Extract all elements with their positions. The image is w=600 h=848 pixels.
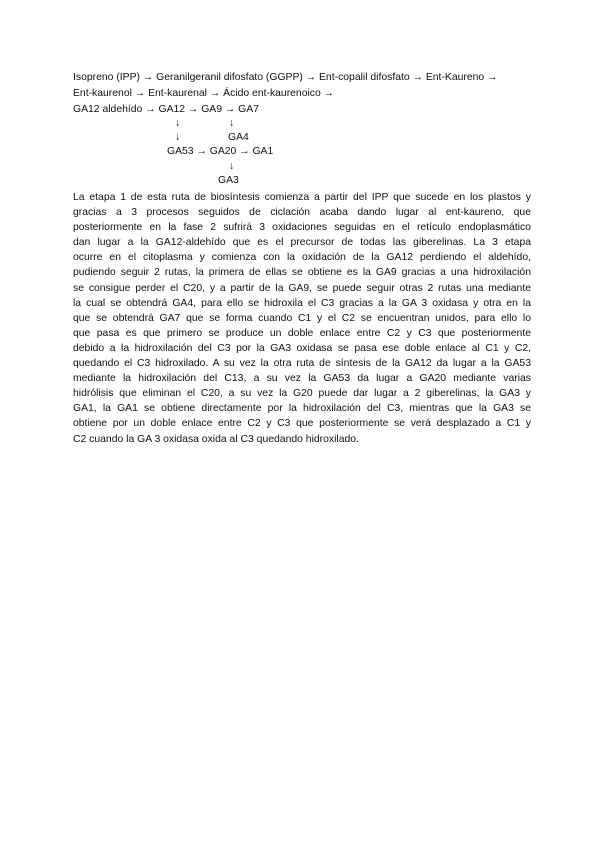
biosynthesis-scheme	[73, 70, 543, 186]
paragraph-line: ocurre en el citoplasma y comienza con la oxidación de la GA12 perdiendo el aldehído,	[73, 252, 531, 264]
paragraph-line: quedando el C3 hidroxilado. A su vez la otra ruta de síntesis de la GA12 da lugar a la GA53	[73, 358, 531, 370]
scheme-line-3: GA12 aldehído → GA12 → GA9 → GA7	[73, 104, 259, 115]
branch-diagram	[73, 118, 543, 192]
body-paragraph	[73, 190, 531, 447]
paragraph-line: mediante la hidroxilación del C13, a su vez la GA53 da lugar a GA20 mediante varias	[73, 373, 531, 385]
paragraph-line: C2 cuando la GA 3 oxidasa oxida al C3 quedando hidroxilado.	[73, 433, 359, 445]
paragraph-line: que se obtendrá GA7 que se forma cuando C1 y el C2 se encuentran unidos, para ello lo	[73, 312, 531, 324]
paragraph-line: debido a la hidroxilación del C3 por la GA3 oxidasa se pasa ese doble enlace al C1 y C2,	[73, 342, 531, 354]
paragraph-line: dan lugar a la GA12-aldehído que es el precursor de todas las giberelinas. La 3 etapa	[73, 237, 531, 249]
label-ga4: GA4	[228, 132, 249, 143]
label-ga3: GA3	[218, 175, 239, 186]
scheme-line-ga53: GA53 → GA20 → GA1	[167, 146, 274, 157]
paragraph-line: pudiendo seguir 2 rutas, la primera de ellas se obtiene es la GA9 gracias a una hidroxilación	[73, 267, 531, 279]
paragraph-line: hidrólisis que eliminan el C20, a su vez la G20 puede dar lugar a 2 giberelinas, la GA3 y	[73, 388, 531, 400]
paragraph-line: la cual se obtendrá GA4, para ello se hidroxila el C3 gracias a la GA 3 oxidasa y otra en la	[73, 297, 531, 309]
arrow-down-ga9: ↓	[229, 118, 235, 129]
paragraph-line: que pasa es que primero se produce un doble enlace entre C2 y C3 que posteriormente	[73, 327, 531, 339]
scheme-line-1: Isopreno (IPP) → Geranilgeranil difosfato (GGPP) → Ent-copalil difosfato → Ent-Kaureno →	[73, 72, 498, 83]
paragraph-line: posteriormente en la fase 2 sufrirá 3 oxidaciones seguidas en el retículo endoplasmático	[73, 222, 531, 234]
paragraph-line: La etapa 1 de esta ruta de biosíntesis comienza a partir del IPP que sucede en los plastos y	[73, 192, 531, 203]
paragraph-line: GA1, la GA1 se obtiene directamente por la hidroxilación del C3, mientras que la GA3 se	[73, 403, 531, 415]
paragraph-line: se consigue perder el C20, y a partir de la GA9, se puede seguir otras 2 rutas una mediante	[73, 282, 531, 294]
arrow-down-ga12: ↓	[175, 118, 181, 129]
scheme-line-2: Ent-kaurenol → Ent-kaurenal → Ácido ent-kaurenoico →	[73, 88, 335, 99]
arrow-down-ga20: ↓	[229, 161, 235, 172]
paragraph-line: obtiene por un doble enlace entre C2 y C3 que posteriormente se verá desplazado a C1 y	[73, 418, 531, 430]
paragraph-line: gracias a 3 procesos seguidos de ciclación acaba dando lugar al ent-kaureno, que	[73, 207, 531, 219]
arrow-down-ga12-b: ↓	[175, 132, 181, 143]
